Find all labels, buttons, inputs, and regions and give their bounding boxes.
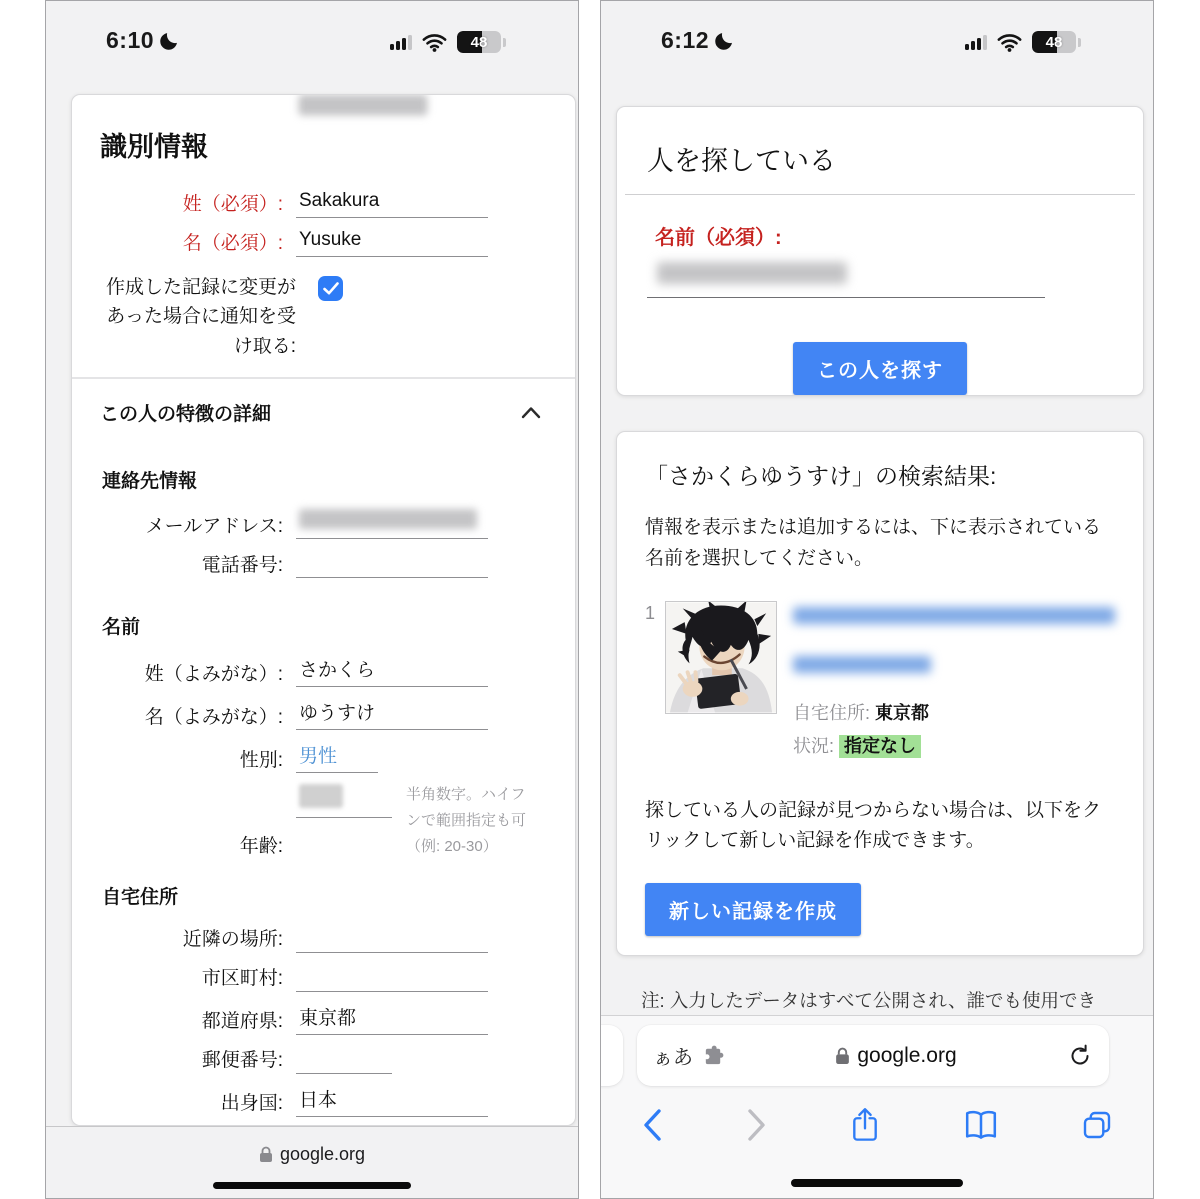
- cellular-signal-icon: [965, 34, 987, 50]
- given-name-row: [100, 229, 545, 257]
- city-input[interactable]: [296, 964, 488, 992]
- battery-icon: [1032, 31, 1076, 53]
- result-name-link-blurred[interactable]: [793, 607, 1115, 673]
- given-name-value: Yusuke: [299, 229, 362, 250]
- contact-group-title: 連絡先情報: [102, 471, 198, 493]
- public-data-note: 注: 入力したデータはすべて公開され、誰でも使用でき: [641, 990, 1097, 1011]
- neighborhood-label: 近隣の場所:: [182, 929, 283, 951]
- given-name-input[interactable]: [296, 229, 488, 257]
- postal-label: 郵便番号:: [201, 1050, 283, 1072]
- extension-puzzle-icon[interactable]: [702, 1044, 725, 1067]
- name-group: [100, 612, 545, 859]
- country-label: 出身国:: [220, 1093, 283, 1115]
- right-status-bar: [601, 1, 1153, 89]
- details-section-header[interactable]: [100, 379, 545, 432]
- prefecture-input[interactable]: [296, 1003, 488, 1035]
- given-kana-value: ゆうすけ: [299, 703, 376, 725]
- left-status-bar: [46, 1, 578, 89]
- url-domain-text[interactable]: google.org: [857, 1043, 957, 1067]
- email-value-blurred: [299, 509, 477, 529]
- battery-cap: [503, 38, 506, 47]
- result-status-row: [793, 732, 1115, 758]
- notify-checkbox[interactable]: [318, 276, 343, 301]
- search-card-title: 人を探している: [647, 146, 836, 176]
- form-title: 識別情報: [100, 132, 208, 162]
- result-link-line1-blurred: [793, 607, 1115, 624]
- given-kana-row: [100, 698, 545, 730]
- address-group-title: 自宅住所: [102, 886, 179, 908]
- sex-label: 性別:: [239, 749, 283, 771]
- safari-bottom-bar: [601, 1015, 1153, 1198]
- search-name-input[interactable]: [647, 262, 1045, 298]
- battery-percent: 48: [470, 33, 488, 51]
- back-button[interactable]: [641, 1108, 663, 1142]
- age-row: [100, 784, 545, 859]
- left-safari-collapsed-bar[interactable]: [46, 1126, 578, 1198]
- results-card: [616, 431, 1144, 956]
- surname-row: [100, 190, 545, 218]
- bookmarks-book-icon[interactable]: [963, 1109, 999, 1141]
- age-label: 年齢:: [239, 836, 283, 858]
- phone-value-blurred: [299, 95, 427, 115]
- sex-row: [100, 741, 545, 773]
- right-status-time: [661, 27, 735, 54]
- name-group-title: 名前: [102, 617, 141, 639]
- time-text: 6:12: [661, 27, 710, 53]
- right-phone-screenshot: [600, 0, 1154, 1199]
- result-link-line2-blurred: [793, 656, 931, 673]
- given-kana-label: 名（よみがな）:: [144, 706, 283, 728]
- prefecture-label: 都道府県:: [201, 1011, 283, 1033]
- left-phone-screenshot: [45, 0, 579, 1199]
- result-home-value: 東京都: [875, 702, 930, 723]
- results-title: 「さかくらゆうすけ」の検索結果:: [645, 463, 997, 489]
- address-bar[interactable]: [637, 1025, 1109, 1086]
- surname-kana-value: さかくら: [299, 660, 376, 682]
- adjacent-tab-pill[interactable]: [600, 1025, 623, 1086]
- phone-row: [100, 550, 545, 578]
- surname-kana-row: [100, 655, 545, 687]
- surname-input[interactable]: [296, 190, 488, 218]
- results-instruction: 情報を表示または追加するには、下に表示されている名前を選択してください。: [645, 517, 1102, 569]
- not-found-text: 探している人の記録が見つからない場合は、以下をクリックして新しい記録を作成できます。: [645, 799, 1102, 852]
- email-input[interactable]: [296, 509, 488, 539]
- surname-kana-label: 姓（よみがな）:: [144, 663, 283, 685]
- moon-icon: [714, 30, 735, 51]
- postal-input[interactable]: [296, 1046, 392, 1074]
- surname-label: 姓（必須）:: [182, 194, 283, 216]
- email-label: メールアドレス:: [145, 515, 283, 537]
- lock-icon: [835, 1047, 850, 1065]
- search-person-button[interactable]: この人を探す: [793, 342, 967, 395]
- search-name-label: 名前（必須）:: [655, 227, 782, 249]
- battery-percent: 48: [1045, 33, 1063, 51]
- share-icon[interactable]: [850, 1107, 880, 1143]
- city-row: [100, 964, 545, 992]
- search-name-value-blurred: [657, 262, 847, 284]
- given-kana-input[interactable]: [296, 698, 488, 730]
- moon-icon: [159, 30, 180, 51]
- result-home-label: 自宅住所:: [793, 702, 871, 723]
- time-text: 6:10: [106, 27, 155, 53]
- contact-group: [100, 466, 545, 578]
- result-home-row: [793, 699, 1115, 725]
- surname-kana-input[interactable]: [296, 655, 488, 687]
- phone-input[interactable]: [296, 550, 488, 578]
- reload-icon[interactable]: [1067, 1043, 1093, 1069]
- notify-row: [100, 273, 545, 361]
- email-row: [100, 509, 545, 539]
- details-section-title: この人の特徴の詳細: [100, 404, 272, 426]
- reader-options-button[interactable]: ぁあ: [653, 1047, 693, 1069]
- result-status-label: 状況:: [793, 735, 835, 756]
- age-input[interactable]: [296, 784, 392, 818]
- country-row: [100, 1085, 545, 1117]
- cellular-signal-icon: [390, 34, 412, 50]
- right-home-indicator[interactable]: [791, 1179, 963, 1187]
- tabs-icon[interactable]: [1081, 1109, 1113, 1141]
- left-home-indicator[interactable]: [213, 1182, 411, 1189]
- left-status-time: [106, 27, 180, 54]
- notify-label: 作成した記録に変更があった場合に通知を受け取る:: [105, 277, 296, 357]
- country-input[interactable]: [296, 1085, 488, 1117]
- lock-icon: [259, 1146, 273, 1163]
- country-value: 日本: [299, 1089, 338, 1111]
- forward-button[interactable]: [746, 1108, 768, 1142]
- prefecture-row: [100, 1003, 545, 1035]
- age-value-blurred: [299, 784, 343, 808]
- safari-nav-row: [601, 1096, 1153, 1154]
- left-domain-text: google.org: [279, 1144, 366, 1164]
- surname-value: Sakakura: [299, 190, 380, 211]
- sex-select[interactable]: [296, 741, 378, 773]
- chevron-up-icon[interactable]: [521, 406, 541, 419]
- city-label: 市区町村:: [201, 968, 283, 990]
- given-name-label: 名（必須）:: [182, 233, 283, 255]
- create-record-button[interactable]: 新しい記録を作成: [645, 883, 861, 936]
- result-index: 1: [645, 602, 656, 623]
- identification-form-card: [71, 94, 576, 1126]
- neighborhood-row: [100, 925, 545, 953]
- prefecture-value: 東京都: [299, 1007, 357, 1029]
- phone-label: 電話番号:: [201, 554, 283, 576]
- title-divider: [625, 194, 1135, 195]
- battery-icon: [457, 31, 501, 53]
- result-item[interactable]: [645, 601, 1115, 758]
- neighborhood-input[interactable]: [296, 925, 488, 953]
- search-card: [616, 106, 1144, 396]
- age-hint-text: 半角数字。ハイフンで範囲指定も可（例: 20-30）: [406, 786, 527, 855]
- address-group: [100, 882, 545, 1117]
- wifi-icon: [422, 33, 447, 52]
- postal-row: [100, 1046, 545, 1074]
- wifi-icon: [997, 33, 1022, 52]
- result-status-badge: 指定なし: [839, 735, 921, 758]
- result-avatar-image[interactable]: [665, 601, 777, 714]
- battery-cap: [1078, 38, 1081, 47]
- sex-value[interactable]: 男性: [299, 746, 338, 768]
